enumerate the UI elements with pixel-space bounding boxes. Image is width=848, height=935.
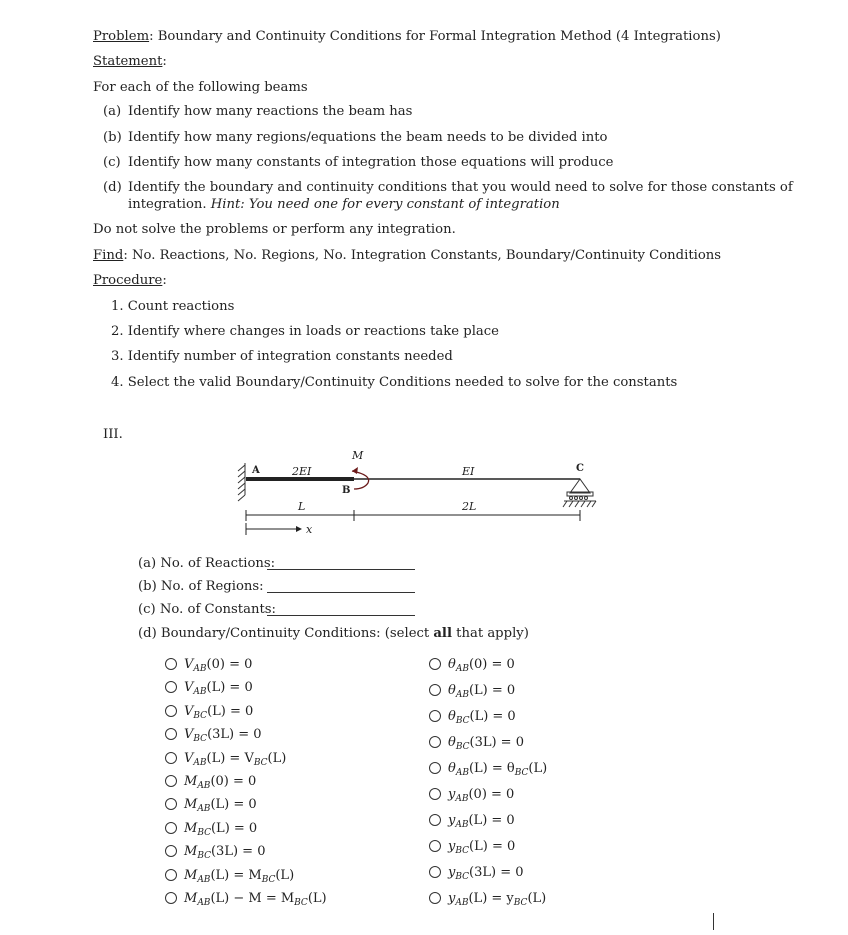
find-label: Find: [93, 248, 124, 263]
dimension-line: [246, 510, 580, 521]
radio-icon[interactable]: [165, 798, 177, 810]
statement-colon: :: [162, 54, 167, 69]
option-theta-ab-eq-theta-bc[interactable]: $\theta_{AB}(L) = \theta_{BC}(L)$: [429, 761, 547, 778]
procedure-label: Procedure: [93, 273, 163, 288]
find-text: : No. Reactions, No. Regions, No. Integration Constants, Boundary/Continuity Conditions: [123, 248, 722, 263]
option-v-ab-l[interactable]: $V_{AB}(L) = 0$: [165, 680, 253, 697]
beam-diagram: [230, 445, 610, 540]
item-b: [103, 130, 608, 145]
question-d-suffix: that apply): [456, 626, 529, 641]
x-axis-arrow: [246, 523, 298, 535]
option-v-ab-eq-v-bc[interactable]: $V_{AB}(L) = V_{BC}(L)$: [165, 751, 286, 768]
text-cursor: [713, 913, 714, 930]
option-v-bc-3l[interactable]: $V_{BC}(3L) = 0$: [165, 727, 262, 744]
radio-icon[interactable]: [165, 845, 177, 857]
label-2ei: 2EI: [292, 465, 312, 478]
procedure-colon: :: [162, 273, 167, 288]
option-m-ab-eq-m-bc[interactable]: $M_{AB}(L) = M_{BC}(L)$: [165, 868, 294, 885]
radio-icon[interactable]: [429, 658, 441, 670]
option-m-ab-minus-m-eq-m-bc[interactable]: $M_{AB}(L) - M = M_{BC}(L)$: [165, 891, 327, 908]
option-theta-ab-l[interactable]: $\theta_{AB}(L) = 0$: [429, 683, 515, 700]
answer-constants-field[interactable]: [267, 615, 415, 616]
fixed-support: [238, 463, 245, 501]
hint-text: Hint: You need one for every constant of integration: [210, 197, 560, 212]
option-m-bc-3l[interactable]: $M_{BC}(3L) = 0$: [165, 844, 265, 861]
option-y-ab-0[interactable]: $y_{AB}(0) = 0$: [429, 787, 514, 804]
no-solve-text: Do not solve the problems or perform any integration.: [93, 222, 456, 237]
option-y-ab-eq-y-bc[interactable]: $y_{AB}(L) = y_{BC}(L)$: [429, 891, 546, 908]
option-v-bc-l[interactable]: $V_{BC}(L) = 0$: [165, 704, 253, 721]
option-v-ab-0[interactable]: $V_{AB}(0) = 0$: [165, 657, 252, 674]
radio-icon[interactable]: [165, 892, 177, 904]
procedure-heading: [93, 273, 167, 288]
option-m-ab-l[interactable]: $M_{AB}(L) = 0$: [165, 797, 257, 814]
label-l: L: [298, 500, 306, 513]
step-1: 1. Count reactions: [111, 299, 235, 314]
find-line: [93, 248, 721, 263]
item-label: (b): [103, 130, 122, 145]
item-a: [103, 104, 413, 119]
option-theta-bc-3l[interactable]: $\theta_{BC}(3L) = 0$: [429, 735, 524, 752]
problem-label: Problem: [93, 29, 150, 44]
radio-icon[interactable]: [429, 684, 441, 696]
question-d: [138, 626, 529, 641]
item-text: Identify the boundary and continuity conditions that you would need to solve for those constants of: [128, 180, 793, 195]
item-text: Identify how many constants of integration those equations will produce: [128, 155, 614, 170]
radio-icon[interactable]: [165, 705, 177, 717]
radio-icon[interactable]: [429, 814, 441, 826]
section-label: III.: [103, 427, 123, 442]
option-m-bc-l[interactable]: $M_{BC}(L) = 0$: [165, 821, 257, 838]
question-b: (b) No. of Regions:: [138, 579, 264, 594]
radio-icon[interactable]: [165, 728, 177, 740]
radio-icon[interactable]: [429, 788, 441, 800]
intro-text: For each of the following beams: [93, 80, 308, 95]
item-text: Identify how many regions/equations the beam needs to be divided into: [128, 130, 608, 145]
radio-icon[interactable]: [165, 658, 177, 670]
item-c: [103, 155, 614, 170]
label-x: x: [306, 523, 313, 536]
moment-arrowhead: [352, 467, 358, 474]
item-label: (d): [103, 180, 122, 195]
item-label: (c): [103, 155, 121, 170]
x-arrowhead: [296, 526, 302, 532]
label-2l: 2L: [462, 500, 477, 513]
option-y-ab-l[interactable]: $y_{AB}(L) = 0$: [429, 813, 515, 830]
question-c: (c) No. of Constants:: [138, 602, 276, 617]
answer-reactions-field[interactable]: [267, 569, 415, 570]
item-d: [103, 180, 793, 195]
option-m-ab-0[interactable]: $M_{AB}(0) = 0$: [165, 774, 256, 791]
item-text-cont: integration.: [128, 197, 207, 212]
option-y-bc-3l[interactable]: $y_{BC}(3L) = 0$: [429, 865, 524, 882]
radio-icon[interactable]: [165, 822, 177, 834]
radio-icon[interactable]: [429, 710, 441, 722]
statement-label: Statement: [93, 54, 163, 69]
radio-icon[interactable]: [429, 840, 441, 852]
step-2: 2. Identify where changes in loads or reactions take place: [111, 324, 499, 339]
option-theta-bc-l[interactable]: $\theta_{BC}(L) = 0$: [429, 709, 516, 726]
item-label: (a): [103, 104, 122, 119]
question-d-text: (d) Boundary/Continuity Conditions: (select: [138, 626, 430, 641]
step-4: 4. Select the valid Boundary/Continuity Conditions needed to solve for the constants: [111, 375, 678, 390]
label-m: M: [352, 449, 364, 462]
moment-arrow: [352, 471, 369, 489]
option-y-bc-l[interactable]: $y_{BC}(L) = 0$: [429, 839, 515, 856]
option-theta-ab-0[interactable]: $\theta_{AB}(0) = 0$: [429, 657, 515, 674]
item-text: Identify how many reactions the beam has: [128, 104, 413, 119]
radio-icon[interactable]: [429, 736, 441, 748]
radio-icon[interactable]: [429, 866, 441, 878]
label-c: C: [576, 463, 584, 474]
radio-icon[interactable]: [165, 775, 177, 787]
radio-icon[interactable]: [165, 752, 177, 764]
label-b: B: [342, 485, 351, 496]
radio-icon[interactable]: [165, 681, 177, 693]
radio-icon[interactable]: [429, 892, 441, 904]
label-a: A: [252, 465, 260, 476]
radio-icon[interactable]: [429, 762, 441, 774]
answer-regions-field[interactable]: [267, 592, 415, 593]
question-a: (a) No. of Reactions:: [138, 556, 276, 571]
question-d-bold: all: [433, 626, 452, 641]
problem-text: : Boundary and Continuity Conditions for Formal Integration Method (4 Integrations): [149, 29, 721, 44]
statement-heading: [93, 54, 167, 69]
item-d-line2: [128, 197, 560, 212]
pin-support: [563, 479, 596, 507]
radio-icon[interactable]: [165, 869, 177, 881]
step-3: 3. Identify number of integration constants needed: [111, 349, 453, 364]
problem-title: [93, 29, 721, 44]
label-ei: EI: [462, 465, 475, 478]
